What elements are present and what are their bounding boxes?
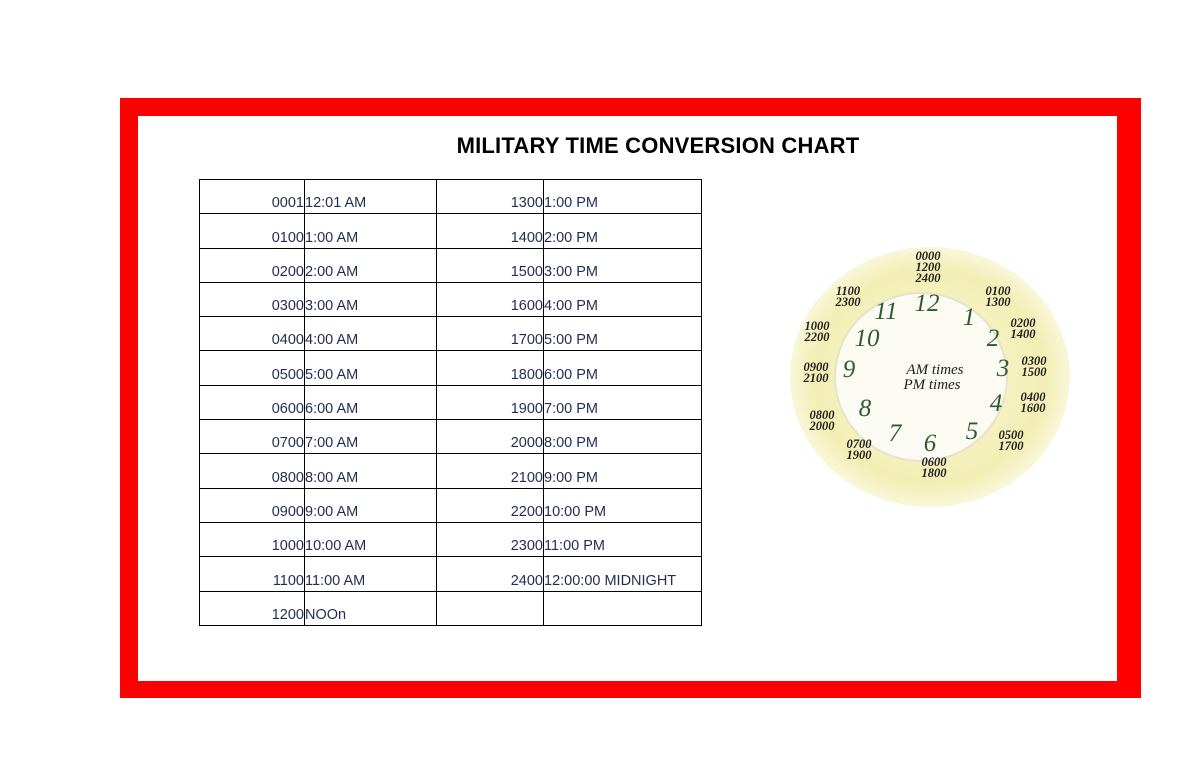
pm-military-cell: 1900 (437, 385, 544, 419)
pm-time-cell: 7:00 PM (544, 385, 702, 419)
am-time-cell: 11:00 AM (305, 557, 437, 591)
pm-time-cell: 4:00 PM (544, 282, 702, 316)
am-military-cell: 1100 (200, 557, 305, 591)
clock-hour-numeral: 12 (914, 290, 940, 317)
clock-military-label: 1900 (846, 448, 872, 462)
pm-military-cell: 1400 (437, 214, 544, 248)
pm-military-cell: 1300 (437, 180, 544, 214)
table-row (200, 385, 702, 419)
pm-time-cell: 3:00 PM (544, 248, 702, 282)
clock-hour-numeral: 11 (874, 298, 898, 325)
clock-military-label: 1300 (985, 295, 1011, 309)
am-military-cell: 0100 (200, 214, 305, 248)
pm-time-cell: 9:00 PM (544, 454, 702, 488)
pm-times-label: PM times (903, 377, 961, 393)
clock-military-label: 0400 (1020, 390, 1046, 404)
clock-military-label: 0600 (921, 455, 947, 469)
pm-time-cell: 2:00 PM (544, 214, 702, 248)
am-military-cell: 0300 (200, 282, 305, 316)
clock-military-label: 1800 (921, 466, 947, 480)
clock-svg (785, 243, 1075, 513)
clock-hour-numeral: 1 (962, 304, 976, 331)
pm-military-cell (437, 591, 544, 625)
table-row (200, 522, 702, 556)
clock-hour-numeral: 9 (842, 356, 856, 383)
table-row (200, 557, 702, 591)
am-military-cell: 0700 (200, 420, 305, 454)
am-military-cell: 0500 (200, 351, 305, 385)
clock-military-label: 0500 (998, 428, 1024, 442)
clock-hour-numeral: 10 (854, 325, 880, 352)
clock-military-label: 0800 (809, 408, 835, 422)
pm-time-cell: 6:00 PM (544, 351, 702, 385)
clock-military-label: 2100 (803, 371, 829, 385)
clock-hour-numeral: 8 (858, 395, 872, 422)
clock-military-label: 1100 (835, 284, 861, 298)
clock-military-label: 1600 (1020, 401, 1046, 415)
am-time-cell: 1:00 AM (305, 214, 437, 248)
clock-military-label: 0300 (1021, 354, 1047, 368)
clock-military-label: 1500 (1021, 365, 1047, 379)
table-row (200, 488, 702, 522)
clock-hour-numeral: 3 (996, 355, 1010, 382)
pm-time-cell: 8:00 PM (544, 420, 702, 454)
table-row (200, 420, 702, 454)
clock-military-label: 0700 (846, 437, 872, 451)
am-time-cell: 12:01 AM (305, 180, 437, 214)
am-time-cell: 4:00 AM (305, 317, 437, 351)
table-row (200, 351, 702, 385)
clock-hour-numeral: 2 (986, 325, 1000, 352)
am-time-cell: 5:00 AM (305, 351, 437, 385)
clock-military-label: 0900 (803, 360, 829, 374)
am-military-cell: 0900 (200, 488, 305, 522)
clock-military-label: 2400 (915, 271, 941, 285)
pm-military-cell: 2100 (437, 454, 544, 488)
pm-time-cell: 5:00 PM (544, 317, 702, 351)
clock-military-label: 1200 (915, 260, 941, 274)
clock-military-label: 0200 (1010, 316, 1036, 330)
am-time-cell: 6:00 AM (305, 385, 437, 419)
am-military-cell: 0800 (200, 454, 305, 488)
am-military-cell: 0001 (200, 180, 305, 214)
page-title: MILITARY TIME CONVERSION CHART (456, 133, 860, 158)
table-row (200, 454, 702, 488)
am-time-cell: NOOn (305, 591, 437, 625)
am-military-cell: 0600 (200, 385, 305, 419)
pm-military-cell: 2400 (437, 557, 544, 591)
pm-military-cell: 2300 (437, 522, 544, 556)
pm-military-cell: 1500 (437, 248, 544, 282)
am-military-cell: 0400 (200, 317, 305, 351)
pm-time-cell: 12:00:00 MIDNIGHT (544, 557, 702, 591)
clock-military-label: 1400 (1010, 327, 1036, 341)
clock-military-label: 0000 (915, 249, 941, 263)
pm-military-cell: 2200 (437, 488, 544, 522)
clock-military-label: 0100 (985, 284, 1011, 298)
clock-military-label: 2300 (835, 295, 861, 309)
clock-hour-numeral: 7 (888, 420, 902, 447)
am-time-cell: 9:00 AM (305, 488, 437, 522)
am-times-label: AM times (906, 362, 964, 378)
conversion-table (199, 179, 702, 626)
am-military-cell: 1000 (200, 522, 305, 556)
pm-military-cell: 1700 (437, 317, 544, 351)
am-time-cell: 2:00 AM (305, 248, 437, 282)
clock-military-label: 1700 (998, 439, 1024, 453)
pm-military-cell: 1800 (437, 351, 544, 385)
table-row (200, 591, 702, 625)
clock-hour-numeral: 6 (923, 430, 937, 457)
am-time-cell: 10:00 AM (305, 522, 437, 556)
am-time-cell: 3:00 AM (305, 282, 437, 316)
table-row (200, 214, 702, 248)
am-military-cell: 0200 (200, 248, 305, 282)
table-row (200, 180, 702, 214)
table-row (200, 248, 702, 282)
am-military-cell: 1200 (200, 591, 305, 625)
pm-time-cell: 1:00 PM (544, 180, 702, 214)
clock-military-label: 2000 (809, 419, 835, 433)
pm-time-cell: 11:00 PM (544, 522, 702, 556)
pm-time-cell: 10:00 PM (544, 488, 702, 522)
pm-time-cell (544, 591, 702, 625)
clock-illustration (785, 243, 1075, 513)
pm-military-cell: 2000 (437, 420, 544, 454)
table-row (200, 282, 702, 316)
pm-military-cell: 1600 (437, 282, 544, 316)
clock-military-label: 2200 (804, 330, 830, 344)
clock-military-label: 1000 (804, 319, 830, 333)
clock-hour-numeral: 4 (989, 390, 1003, 417)
clock-hour-numeral: 5 (965, 418, 979, 445)
table-row (200, 317, 702, 351)
am-time-cell: 7:00 AM (305, 420, 437, 454)
am-time-cell: 8:00 AM (305, 454, 437, 488)
